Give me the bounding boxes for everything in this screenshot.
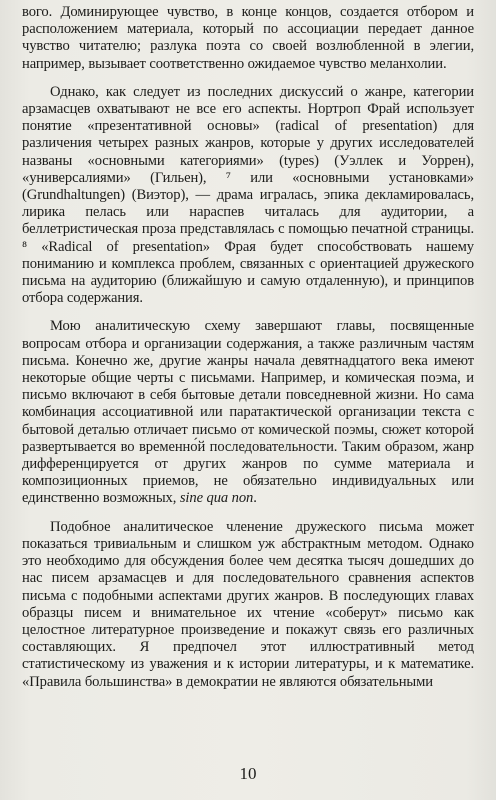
paragraph-2: Однако, как следует из последних дискуссий о жанре, категории арзамасцев охватывают не все его аспекты. Нортроп Фрай использует понятие «презентативной основы» (radical of presentation) для различения четырех разных жанров, которые у других исследователей названы «основными категориями» (types) (Уэллек и Уоррен), «универсалиями» (Гильен), ⁷ или «основными установками» (Grundhaltungen) (Виэтор), — драма игралась, эпика декламировалась, лирика пелась или нараспев читалась для аудитории, а беллетристическая проза представлялась с помощью печатной страницы. ⁸ «Radical of presentation» Фрая будет способствовать нашему пониманию и комплекса проблем, связанных с ориентацией дружеского письма на аудиторию (ближайшую и самую отдаленную), и принципов отбора содержания. — [22, 83, 474, 307]
body-text — [22, 4, 474, 691]
page-number: 10 — [239, 764, 257, 783]
paragraph-1: вого. Доминирующее чувство, в конце концов, создается отбором и расположением материала, который по ассоциации передает данное чувство читателю; разлука поэта со своей возлюбленной в элегии, например, вызывает соответственно ожидаемое чувство меланхолии. — [22, 4, 474, 72]
paragraph-3: Мою аналитическую схему завершают главы, посвященные вопросам отбора и организации содержания, а также различным частям письма. Конечно же, другие жанры начала девятнадцатого века имеют некоторые общие черты с письмами. Например, и комическая поэма, и письмо включают в себя бытовые детали повседневной жизни. Но сама комбинация ассоциативной или паратактической организации текста с бытовой деталью отличает письмо от комической поэмы, сюжет которой развертывается во временно́й последовательности. Таким образом, жанр дифференцируется от других жанров по сумме материала и композиционных приемов, не обязательно индивидуальных или единственно возможных, sine qua non. — [22, 318, 474, 507]
paragraph-4: Подобное аналитическое членение дружеского письма может показаться тривиальным и слишком уж абстрактным методом. Однако это необходимо для обсуждения более чем десятка тысяч дошедших до нас писем арзамасцев и для последовательного сравнения аспектов письма с подобными аспектами других жанров. В последующих главах образцы писем и внимательное их чтение «соберут» письмо как целостное литературное произведение и покажут связь его различных составляющих. Я предпочел этот иллюстративный метод статистическому из уважения и к истории литературы, и к математике. «Правила большинства» в демократии не являются обязательными — [22, 518, 474, 690]
latin-phrase: sine qua non — [179, 490, 254, 507]
